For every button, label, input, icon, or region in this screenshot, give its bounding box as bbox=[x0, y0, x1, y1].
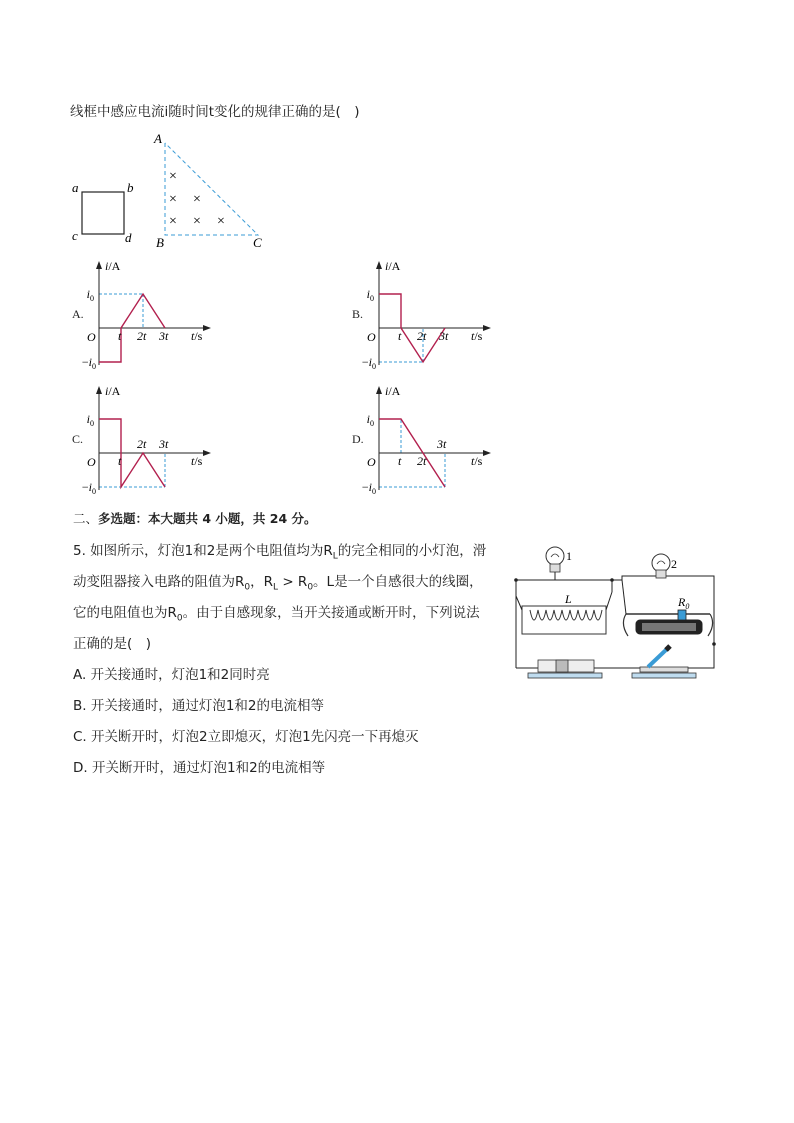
bulb-2 bbox=[652, 554, 670, 578]
neg-i0-label: $-i_0$ bbox=[81, 355, 96, 371]
triangle-label-B: B bbox=[156, 235, 164, 250]
origin-label: O bbox=[367, 455, 376, 469]
x-axis-label: t/s bbox=[471, 454, 483, 468]
field-cross: × bbox=[169, 214, 177, 229]
x-axis-arrow bbox=[203, 325, 211, 331]
knife-switch bbox=[632, 646, 696, 678]
neg-i0-label: $-i_0$ bbox=[81, 480, 96, 496]
neg-i0-label: $-i_0$ bbox=[361, 355, 376, 371]
rheostat-label: $R_0$ bbox=[678, 595, 690, 611]
triangle-field-region bbox=[165, 143, 258, 235]
triangle-label-A: A bbox=[154, 131, 162, 146]
q5-option-d[interactable]: D. 开关断开时，通过灯泡1和2的电流相等 bbox=[73, 760, 326, 776]
loop-and-field-figure bbox=[66, 130, 276, 252]
t3-label: 3t bbox=[439, 329, 449, 343]
t3-label: 3t bbox=[437, 437, 447, 451]
y-axis-arrow bbox=[96, 386, 102, 394]
q5-text: 。由于自感现象，当开关接通或断开时，下列说法 bbox=[182, 605, 480, 621]
magnetic-field-marks bbox=[169, 169, 225, 229]
bulb-1 bbox=[546, 547, 564, 580]
i0-label: $i_0$ bbox=[86, 412, 94, 428]
section-title: 多选题：本大题共 4 小题，共 24 分。 bbox=[98, 511, 317, 526]
t2-label: 2t bbox=[417, 329, 427, 343]
t2-label: 2t bbox=[417, 454, 427, 468]
q5-text: 。L是一个自感很大的线圈， bbox=[313, 574, 483, 590]
field-cross: × bbox=[169, 192, 177, 207]
x-axis-arrow bbox=[483, 325, 491, 331]
q5-text: 动变阻器接入电路的阻值为R bbox=[73, 574, 245, 590]
junction bbox=[712, 642, 716, 646]
option-b-label: B. bbox=[352, 307, 364, 321]
q5-text: ，R bbox=[250, 574, 274, 590]
t2-label: 2t bbox=[137, 329, 147, 343]
x-axis-arrow bbox=[483, 450, 491, 456]
field-cross: × bbox=[193, 192, 201, 207]
t1-label: t bbox=[398, 454, 402, 468]
q5-stem-line3 bbox=[73, 605, 480, 627]
q5-stem-line4: 正确的是( ) bbox=[73, 636, 152, 652]
y-axis-arrow bbox=[376, 261, 382, 269]
x-axis-label: t/s bbox=[471, 329, 483, 343]
q5-text: > R bbox=[278, 574, 308, 590]
q4-stem: 线框中感应电流i随时间t变化的规律正确的是( ) bbox=[70, 104, 360, 120]
inductor-coil bbox=[516, 592, 612, 634]
y-axis-label: i/A bbox=[385, 384, 401, 398]
x-axis-label: t/s bbox=[191, 454, 203, 468]
field-cross: × bbox=[193, 214, 201, 229]
q5-text: 的完全相同的小灯泡，滑 bbox=[337, 543, 487, 559]
i0-label: $i_0$ bbox=[366, 412, 374, 428]
q5-option-a[interactable]: A. 开关接通时，灯泡1和2同时亮 bbox=[73, 667, 270, 683]
neg-i0-label: $-i_0$ bbox=[361, 480, 376, 496]
option-c-label: C. bbox=[72, 432, 84, 446]
t2-label: 2t bbox=[137, 437, 147, 451]
i0-label: $i_0$ bbox=[366, 287, 374, 303]
option-d-graph[interactable] bbox=[361, 380, 505, 496]
coil-label: L bbox=[565, 592, 572, 606]
field-cross: × bbox=[217, 214, 225, 229]
origin-label: O bbox=[367, 330, 376, 344]
y-axis-label: i/A bbox=[105, 384, 121, 398]
origin-label: O bbox=[87, 455, 96, 469]
t3-label: 3t bbox=[159, 437, 169, 451]
x-axis-arrow bbox=[203, 450, 211, 456]
bulb-1-label: 1 bbox=[566, 549, 572, 563]
q5-sub: L bbox=[332, 551, 338, 562]
option-c-graph[interactable] bbox=[81, 380, 225, 496]
section-heading bbox=[73, 511, 317, 527]
t1-label: t bbox=[118, 454, 122, 468]
circuit-diagram bbox=[508, 540, 722, 688]
q5-text: 5. 如图所示，灯泡1和2是两个电阻值均为R bbox=[73, 543, 333, 559]
q5-option-c[interactable]: C. 开关断开时，灯泡2立即熄灭，灯泡1先闪亮一下再熄灭 bbox=[73, 729, 419, 745]
q5-stem-line2 bbox=[73, 574, 483, 596]
field-cross: × bbox=[169, 169, 177, 184]
loop-label-c: c bbox=[72, 228, 78, 243]
y-axis-arrow bbox=[96, 261, 102, 269]
t1-label: t bbox=[398, 329, 402, 343]
triangle-label-C: C bbox=[253, 235, 262, 250]
q5-option-b[interactable]: B. 开关接通时，通过灯泡1和2的电流相等 bbox=[73, 698, 325, 714]
t1-label: t bbox=[118, 329, 122, 343]
section-prefix: 二、 bbox=[73, 511, 99, 526]
loop-label-a: a bbox=[72, 180, 79, 195]
junction bbox=[514, 578, 518, 582]
i0-label: $i_0$ bbox=[86, 287, 94, 303]
origin-label: O bbox=[87, 330, 96, 344]
option-d-label: D. bbox=[352, 432, 364, 446]
x-axis-label: t/s bbox=[191, 329, 203, 343]
option-a-graph[interactable] bbox=[81, 255, 225, 371]
square-loop bbox=[82, 192, 124, 234]
q5-sub: 0 bbox=[176, 613, 183, 624]
wire bbox=[622, 576, 658, 580]
loop-label-b: b bbox=[127, 180, 134, 195]
y-axis-label: i/A bbox=[105, 259, 121, 273]
option-a-label: A. bbox=[72, 307, 84, 321]
bulb-2-label: 2 bbox=[671, 557, 677, 571]
rheostat bbox=[622, 580, 713, 636]
q5-stem-line1 bbox=[73, 543, 486, 565]
t3-label: 3t bbox=[159, 329, 169, 343]
loop-label-d: d bbox=[125, 230, 132, 245]
q5-text: 它的电阻值也为R bbox=[73, 605, 177, 621]
y-axis-arrow bbox=[376, 386, 382, 394]
q5-sub: 0 bbox=[244, 582, 251, 593]
option-b-graph[interactable] bbox=[361, 255, 505, 371]
y-axis-label: i/A bbox=[385, 259, 401, 273]
junction bbox=[610, 578, 614, 582]
battery bbox=[528, 660, 602, 678]
q5-sub: L bbox=[273, 582, 279, 593]
q5-sub: 0 bbox=[307, 582, 314, 593]
